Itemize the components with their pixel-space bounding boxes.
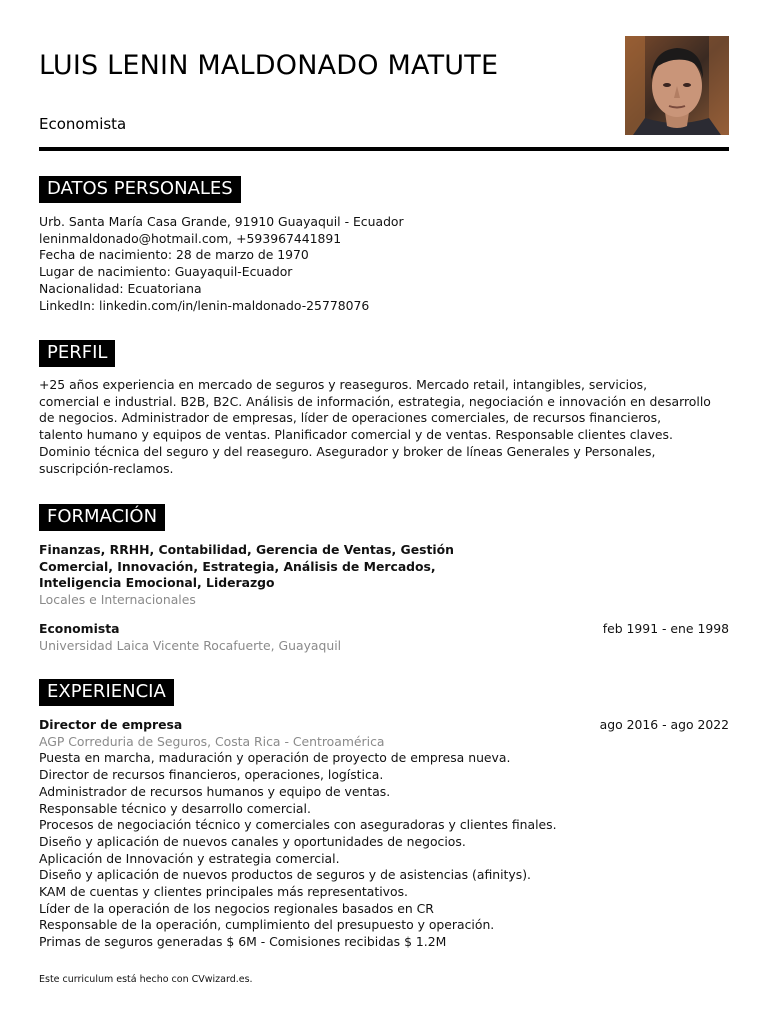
education-course-line: Inteligencia Emocional, Liderazgo (39, 575, 275, 591)
header-divider (39, 147, 729, 151)
section-heading-personal: DATOS PERSONALES (39, 176, 241, 203)
profile-line: +25 años experiencia en mercado de seguros y reaseguros. Mercado retail, intangibles, servicios, (39, 377, 648, 392)
birthdate-line: Fecha de nacimiento: 28 de marzo de 1970 (39, 247, 309, 263)
experience-item: Responsable técnico y desarrollo comercial. (39, 800, 311, 816)
education-degree: Economista (39, 621, 120, 636)
education-entry-courses (39, 542, 729, 609)
nationality-line: Nacionalidad: Ecuatoriana (39, 280, 202, 296)
profile-text (39, 377, 729, 477)
experience-item: Responsable de la operación, cumplimiento del presupuesto y operación. (39, 917, 495, 933)
experience-item: KAM de cuentas y clientes principales más representativos. (39, 884, 408, 900)
profile-line: suscripción-reclamos. (39, 460, 174, 476)
experience-item: Administrador de recursos humanos y equipo de ventas. (39, 783, 391, 799)
profile-line: Dominio técnica del seguro y del reaseguro. Asegurador y broker de líneas Generales y Personales, (39, 443, 656, 459)
education-course-line: Comercial, Innovación, Estrategia, Análisis de Mercados, (39, 558, 436, 574)
section-heading-education: FORMACIÓN (39, 504, 165, 531)
profile-photo-image (625, 36, 729, 135)
experience-item: Aplicación de Innovación y estrategia comercial. (39, 850, 340, 866)
experience-item: Diseño y aplicación de nuevos canales y oportunidades de negocios. (39, 833, 466, 849)
experience-entry (39, 717, 729, 951)
address-line: Urb. Santa María Casa Grande, 91910 Guayaquil - Ecuador (39, 214, 404, 229)
footer-note: Este curriculum está hecho con CVwizard.es. (39, 974, 253, 985)
profession-title: Economista (39, 115, 127, 133)
profile-line: de negocios. Administrador de empresas, líder de operaciones comerciales, de recursos financieros, (39, 410, 662, 426)
experience-item: Puesta en marcha, maduración y operación de proyecto de empresa nueva. (39, 750, 511, 766)
section-heading-profile: PERFIL (39, 340, 115, 367)
contact-line: leninmaldonado@hotmail.com, +593967441891 (39, 230, 342, 246)
profile-line: comercial e industrial. B2B, B2C. Análisis de información, estrategia, negociación e innovación en desarrollo (39, 393, 711, 409)
experience-role: Director de empresa (39, 717, 183, 732)
linkedin-line: LinkedIn: linkedin.com/in/lenin-maldonado-25778076 (39, 297, 370, 313)
experience-item: Diseño y aplicación de nuevos productos de seguros y de asistencias (afinitys). (39, 867, 531, 883)
education-course-line: Finanzas, RRHH, Contabilidad, Gerencia de Ventas, Gestión (39, 542, 455, 557)
experience-item: Procesos de negociación técnico y comerciales con aseguradoras y clientes finales. (39, 817, 557, 833)
section-heading-experience: EXPERIENCIA (39, 679, 174, 706)
profile-photo (625, 36, 729, 135)
profile-line: talento humano y equipos de ventas. Planificador comercial y de ventas. Responsable clientes claves. (39, 427, 673, 443)
education-institution: Universidad Laica Vicente Rocafuerte, Guayaquil (39, 637, 342, 653)
education-entry-degree (39, 621, 729, 654)
experience-item: Primas de seguros generadas $ 6M - Comisiones recibidas $ 1.2M (39, 934, 447, 950)
education-location: Locales e Internacionales (39, 592, 196, 608)
education-dates: feb 1991 - ene 1998 (602, 621, 729, 636)
birthplace-line: Lugar de nacimiento: Guayaquil-Ecuador (39, 264, 293, 280)
personal-details (39, 214, 729, 314)
experience-item: Líder de la operación de los negocios regionales basados en CR (39, 900, 434, 916)
experience-dates: ago 2016 - ago 2022 (599, 717, 729, 732)
experience-item: Director de recursos financieros, operaciones, logística. (39, 767, 384, 783)
person-name: LUIS LENIN MALDONADO MATUTE (39, 50, 499, 81)
experience-company: AGP Correduria de Seguros, Costa Rica - Centroamérica (39, 733, 385, 749)
